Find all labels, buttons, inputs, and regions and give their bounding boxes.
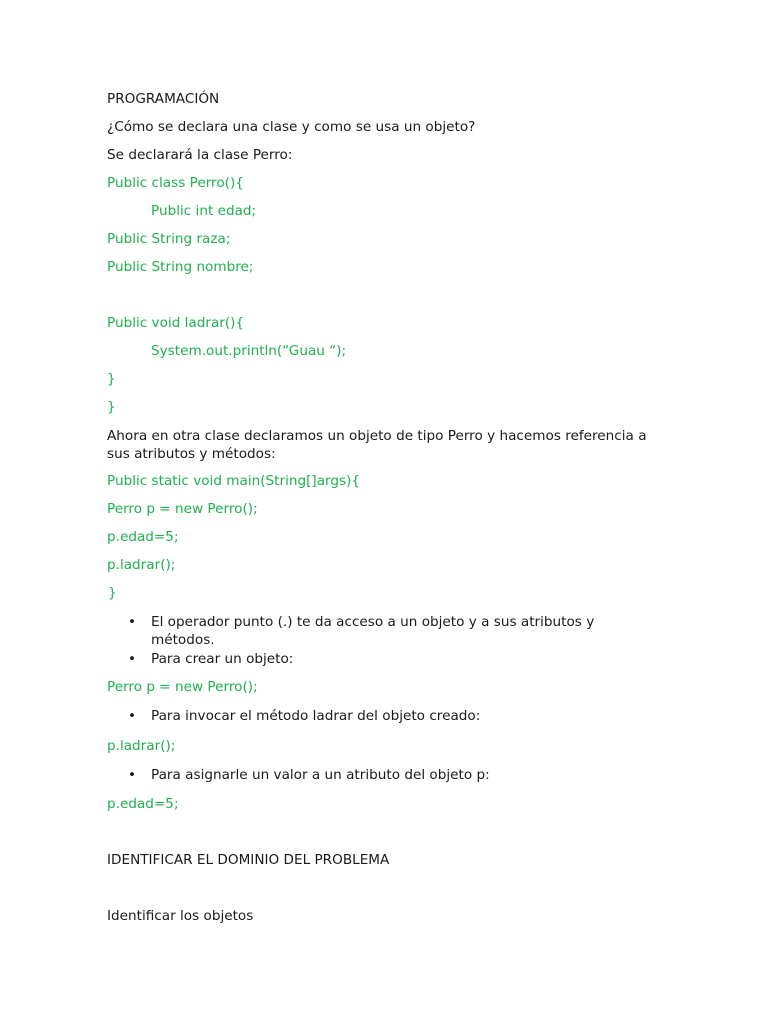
page-heading: PROGRAMACIÓN	[107, 91, 220, 107]
section-heading: IDENTIFICAR EL DOMINIO DEL PROBLEMA	[107, 852, 390, 868]
bullet-marker: •	[128, 767, 137, 783]
bullet-marker: •	[128, 708, 137, 724]
code-line: Perro p = new Perro();	[107, 501, 258, 517]
question-text: ¿Cómo se declara una clase y como se usa un objeto?	[107, 119, 476, 135]
code-line: }	[108, 585, 117, 601]
code-line: Public String nombre;	[107, 259, 254, 275]
bullet-marker: •	[128, 651, 137, 667]
code-line: p.ladrar();	[107, 738, 176, 754]
code-line: System.out.println(“Guau “);	[151, 343, 347, 359]
code-line: Public String raza;	[107, 231, 231, 247]
code-line: p.edad=5;	[107, 796, 179, 812]
bullet-item: Para asignarle un valor a un atributo del objeto p:	[151, 767, 490, 783]
final-text: Identificar los objetos	[107, 908, 254, 924]
code-line: p.ladrar();	[107, 557, 176, 573]
bullet-item: El operador punto (.) te da acceso a un objeto y a sus atributos y métodos.	[151, 614, 595, 648]
code-line: Public class Perro(){	[107, 175, 244, 191]
code-line: }	[107, 399, 116, 415]
code-line: Public static void main(String[]args){	[107, 473, 361, 489]
code-line: Perro p = new Perro();	[107, 679, 258, 695]
code-line: }	[107, 371, 116, 387]
code-line: Public void ladrar(){	[107, 315, 245, 331]
bullet-item: Para invocar el método ladrar del objeto creado:	[151, 708, 481, 724]
bullet-marker: •	[128, 614, 137, 630]
code-line: p.edad=5;	[107, 529, 179, 545]
explanation-paragraph: Ahora en otra clase declaramos un objeto de tipo Perro y hacemos referencia a sus atributos y métodos:	[107, 428, 647, 462]
intro-text: Se declarará la clase Perro:	[107, 147, 293, 163]
code-line: Public int edad;	[151, 203, 257, 219]
bullet-item: Para crear un objeto:	[151, 651, 294, 667]
